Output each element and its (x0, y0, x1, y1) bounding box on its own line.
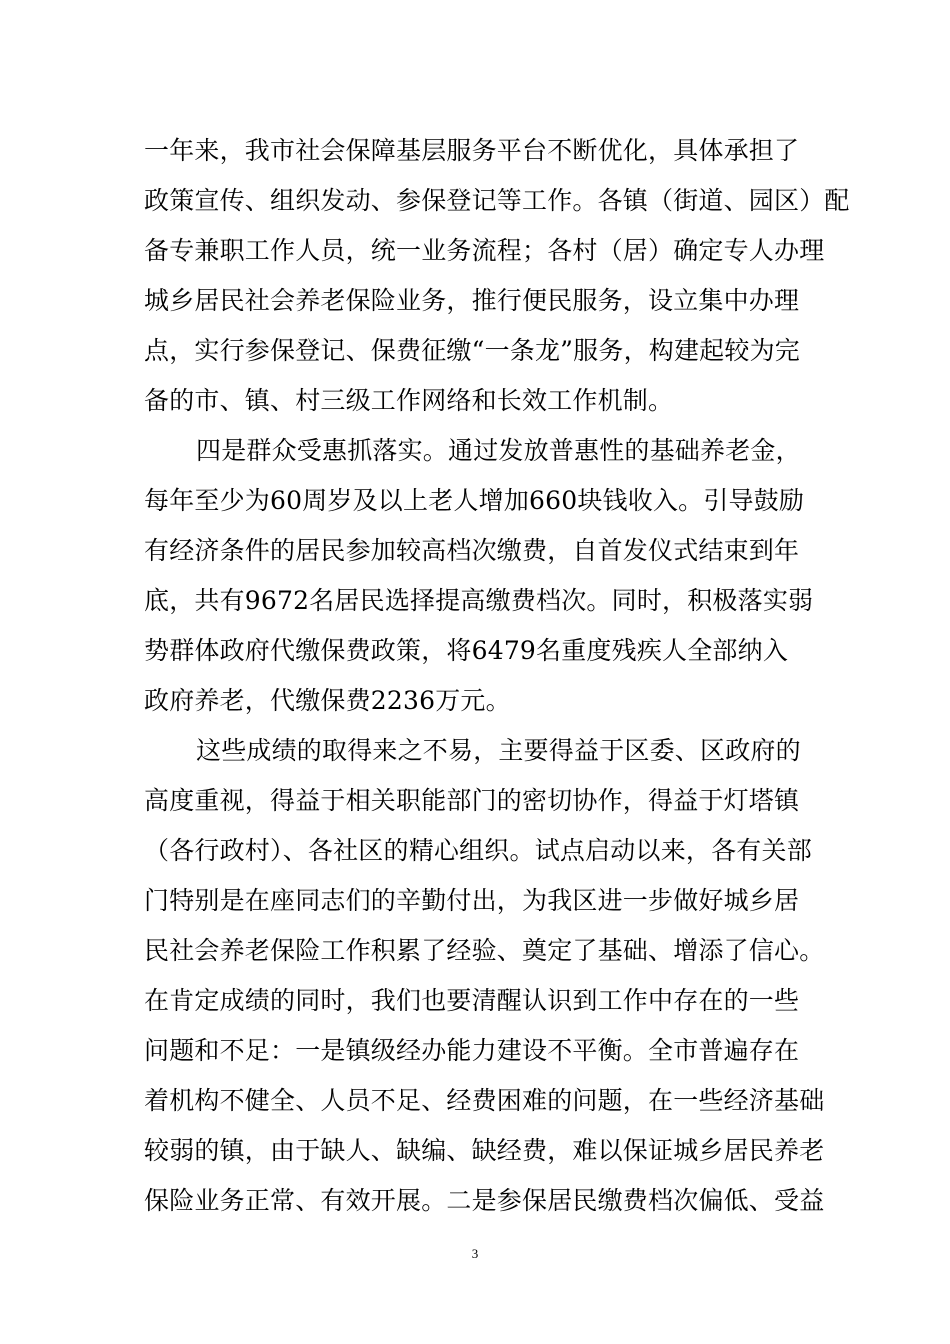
text-line: 底，共有9672名居民选择提高缴费档次。同时，积极落实弱 (144, 586, 814, 615)
text-line: 问题和不足：一是镇级经办能力建设不平衡。全市普遍存在 (144, 1036, 800, 1065)
paragraph-start-line: 四是群众受惠抓落实。通过发放普惠性的基础养老金， (196, 436, 801, 465)
text-line: 着机构不健全、人员不足、经费困难的问题，在一些经济基础 (144, 1086, 825, 1115)
text-line: 民社会养老保险工作积累了经验、奠定了基础、增添了信心。 (144, 936, 825, 965)
text-line: 备的市、镇、村三级工作网络和长效工作机制。 (144, 386, 674, 415)
text-line: 每年至少为60周岁及以上老人增加660块钱收入。引导鼓励 (144, 486, 805, 515)
text-line: （各行政村）、各社区的精心组织。试点启动以来，各有关部 (144, 836, 812, 865)
text-line: 备专兼职工作人员，统一业务流程；各村（居）确定专人办理 (144, 236, 825, 265)
text-line: 保险业务正常、有效开展。二是参保居民缴费档次偏低、受益 (144, 1186, 825, 1215)
text-line: 较弱的镇，由于缺人、缺编、缺经费，难以保证城乡居民养老 (144, 1136, 825, 1165)
text-line: 势群体政府代缴保费政策，将6479名重度残疾人全部纳入 (144, 636, 789, 665)
text-line: 高度重视，得益于相关职能部门的密切协作，得益于灯塔镇 (144, 786, 800, 815)
text-line: 在肯定成绩的同时，我们也要清醒认识到工作中存在的一些 (144, 986, 800, 1015)
text-line: 一年来，我市社会保障基层服务平台不断优化，具体承担了 (144, 136, 800, 165)
text-line: 城乡居民社会养老保险业务，推行便民服务，设立集中办理 (144, 286, 800, 315)
text-line: 政策宣传、组织发动、参保登记等工作。各镇（街道、园区）配 (144, 186, 850, 215)
page-number: 3 (471, 1246, 479, 1261)
text-line: 门特别是在座同志们的辛勤付出，为我区进一步做好城乡居 (144, 886, 800, 915)
text-line: 有经济条件的居民参加较高档次缴费，自首发仪式结束到年 (144, 536, 800, 565)
paragraph-start-line: 这些成绩的取得来之不易，主要得益于区委、区政府的 (196, 736, 801, 765)
text-line: 点，实行参保登记、保费征缴“一条龙”服务，构建起较为完 (144, 336, 800, 365)
text-line: 政府养老，代缴保费2236万元。 (144, 686, 511, 715)
